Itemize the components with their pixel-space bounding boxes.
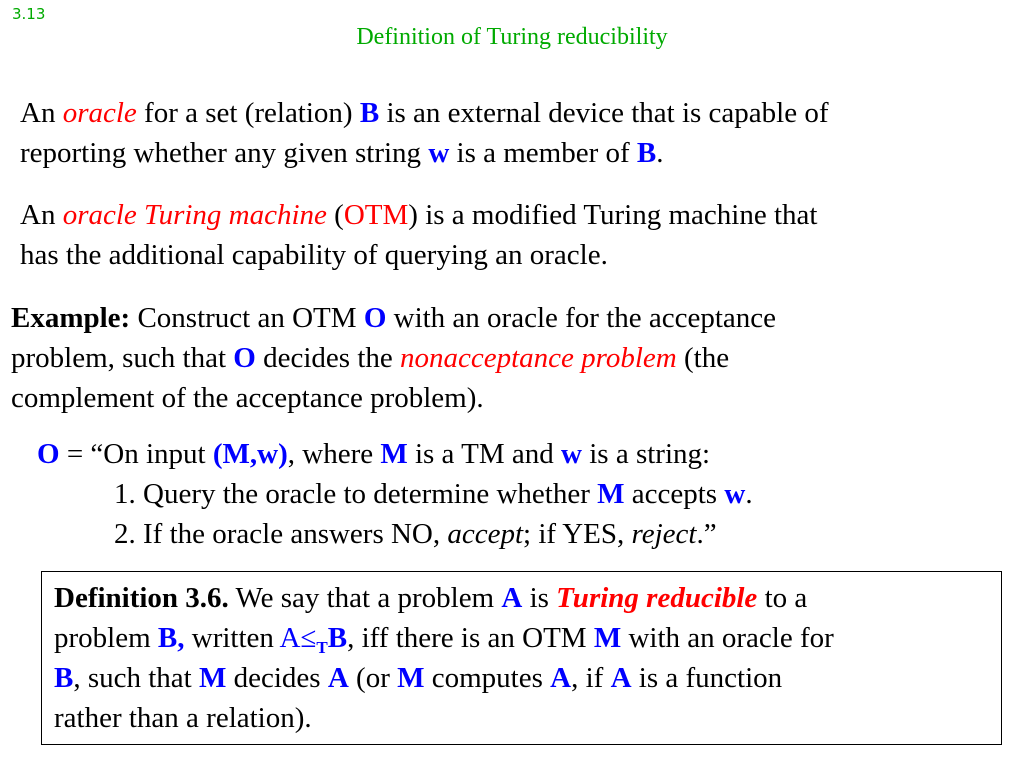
text: , where (287, 438, 381, 470)
var-B: B (327, 622, 348, 654)
slide-title: Definition of Turing reducibility (356, 24, 668, 50)
text: 2. If the oracle answers NO, (114, 518, 448, 550)
var-A: A (327, 662, 349, 694)
line (11, 378, 1011, 418)
text: decides the (255, 342, 400, 374)
text: , iff there is an OTM (347, 622, 594, 654)
term-oracle-turing-machine: oracle Turing machine (62, 199, 327, 231)
otm-algorithm (37, 434, 1007, 554)
text: , if (571, 662, 611, 694)
text: problem (54, 622, 158, 654)
line (54, 578, 994, 618)
text: Construct an OTM (130, 302, 364, 334)
text: to a (757, 582, 808, 614)
line (11, 338, 1011, 378)
term-nonacceptance-problem: nonacceptance problem (400, 342, 677, 374)
text: We say that a problem (228, 582, 502, 614)
var-M: M (397, 662, 425, 694)
var-O: O (37, 438, 60, 470)
text: 1. Query the oracle to determine whether (114, 478, 598, 510)
text: ) is a modified Turing machine that (408, 199, 818, 231)
line (20, 133, 1010, 173)
oracle-definition-paragraph (20, 93, 1010, 173)
line (54, 698, 994, 738)
text: problem, such that (11, 342, 234, 374)
text: decides (226, 662, 328, 694)
var-A: A (501, 582, 523, 614)
var-B: B (359, 97, 380, 129)
term-otm: OTM (343, 199, 409, 231)
var-B: B, (157, 622, 185, 654)
text: , such that (73, 662, 199, 694)
text: complement of the acceptance problem). (11, 382, 484, 414)
line (20, 235, 1010, 275)
text: is a member of (449, 137, 637, 169)
line (54, 618, 994, 658)
leq-symbol: ≤ (300, 622, 317, 654)
text: is a TM and (407, 438, 562, 470)
var-O: O (363, 302, 387, 334)
text: An (20, 97, 63, 129)
definition-paragraph (54, 578, 994, 738)
text: ( (326, 199, 344, 231)
var-O: O (233, 342, 256, 374)
text: has the additional capability of querying an oracle. (20, 239, 608, 271)
var-A: A (610, 662, 632, 694)
text: is a function (631, 662, 783, 694)
reject-word: reject (631, 518, 697, 550)
example-paragraph (11, 298, 1011, 418)
text: is (522, 582, 557, 614)
text: . (656, 137, 664, 169)
text: rather than a relation). (54, 702, 312, 734)
slide-number: 3.13 (12, 5, 46, 23)
subscript-T: T (316, 638, 328, 657)
var-A: A (550, 662, 572, 694)
reduction-notation (279, 622, 348, 657)
text: An (20, 199, 63, 231)
text: . (745, 478, 753, 510)
line (11, 298, 1011, 338)
var-w: w (724, 478, 746, 510)
example-label: Example: (11, 302, 131, 334)
line (20, 93, 1010, 133)
text: for a set (relation) (136, 97, 360, 129)
line (20, 195, 1010, 235)
otm-definition-paragraph (20, 195, 1010, 275)
accept-word: accept (447, 518, 524, 550)
text: .” (696, 518, 717, 550)
text: with an oracle for the acceptance (386, 302, 777, 334)
term-oracle: oracle (62, 97, 137, 129)
algorithm-step-1 (37, 474, 1007, 514)
text: is an external device that is capable of (379, 97, 829, 129)
text: ; if YES, (523, 518, 632, 550)
term-turing-reducible: Turing reducible (556, 582, 758, 614)
line (37, 434, 1007, 474)
var-M: M (597, 478, 625, 510)
var-M: M (199, 662, 227, 694)
text: = “On input (59, 438, 213, 470)
line (54, 658, 994, 698)
text: (or (348, 662, 398, 694)
text: with an oracle for (621, 622, 834, 654)
definition-box (41, 571, 1002, 745)
var-M: M (380, 438, 408, 470)
var-Mw: (M,w) (212, 438, 288, 470)
text: written (184, 622, 280, 654)
text: is a string: (581, 438, 711, 470)
var-w: w (428, 137, 450, 169)
var-M: M (593, 622, 622, 654)
text: (the (676, 342, 730, 374)
var-B: B (54, 662, 74, 694)
definition-label: Definition 3.6. (54, 582, 229, 614)
text: computes (424, 662, 551, 694)
text: reporting whether any given string (20, 137, 429, 169)
text: accepts (624, 478, 725, 510)
var-w: w (561, 438, 582, 470)
var-B: B (636, 137, 657, 169)
algorithm-step-2 (37, 514, 1007, 554)
var-A: A (279, 622, 301, 654)
